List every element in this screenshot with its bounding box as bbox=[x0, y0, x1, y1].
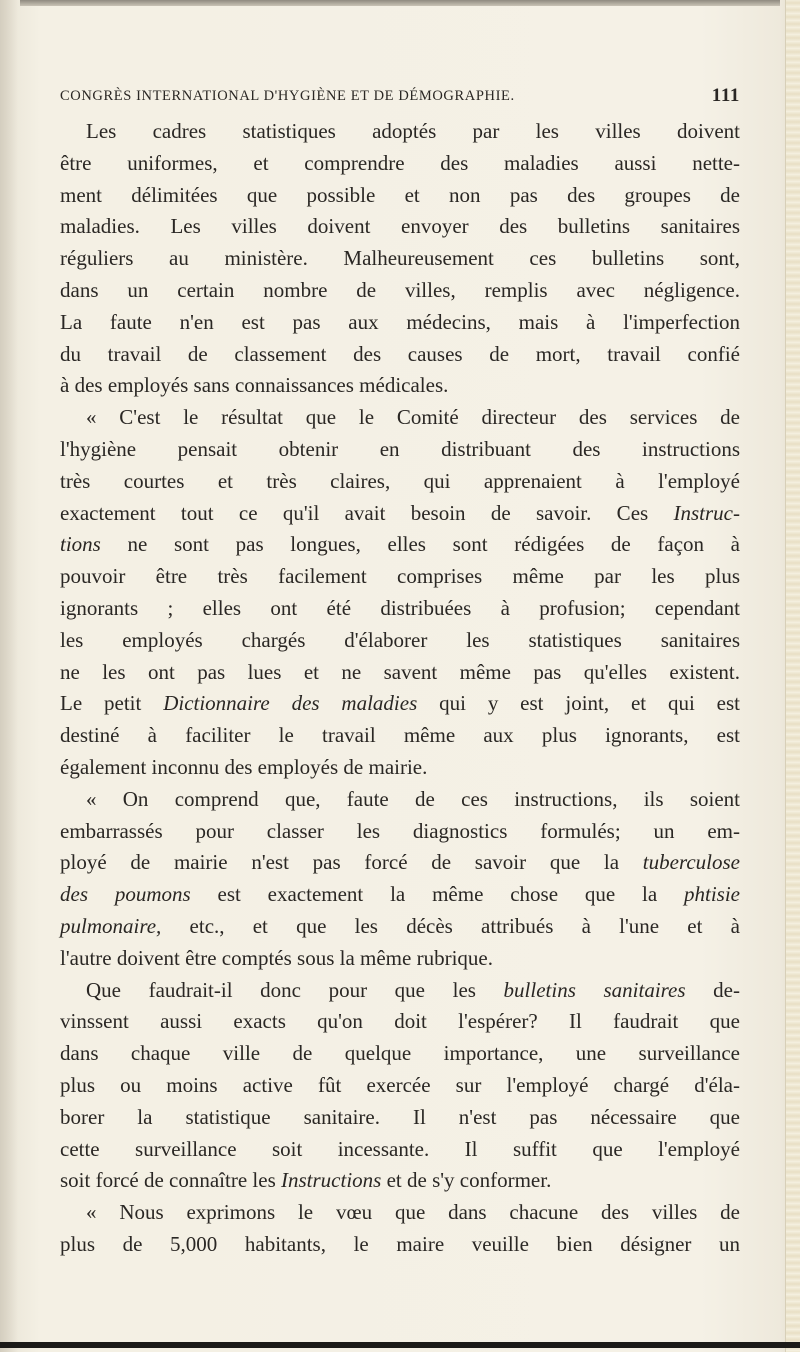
italic-term: phtisie bbox=[684, 882, 740, 907]
text-line: également inconnu des employés de mairie. bbox=[60, 754, 428, 779]
paragraph bbox=[60, 975, 740, 1198]
text-line: pouvoir être très facilement comprises même par les plus bbox=[60, 564, 740, 589]
text-line: l'autre doivent être comptés sous la même rubrique. bbox=[60, 945, 493, 970]
text-line: réguliers au ministère. Malheureusement ces bulletins sont, bbox=[60, 246, 740, 271]
italic-term: des poumons bbox=[60, 882, 191, 907]
italic-term: pulmonaire, bbox=[60, 913, 162, 938]
text-line: Le petit Dictionnaire des maladies qui y est joint, et qui est bbox=[60, 691, 740, 716]
text-line: ne les ont pas lues et ne savent même pas qu'elles existent. bbox=[60, 659, 740, 684]
body-text bbox=[60, 116, 740, 1261]
text-line: dans un certain nombre de villes, remplis avec négligence. bbox=[60, 277, 740, 302]
text-line: vinssent aussi exacts qu'on doit l'espérer? Il faudrait que bbox=[60, 1009, 740, 1034]
text-line: ment délimitées que possible et non pas des groupes de bbox=[60, 182, 740, 207]
text-line: ployé de mairie n'est pas forcé de savoir que la tuberculose bbox=[60, 850, 740, 875]
paragraph bbox=[60, 784, 740, 975]
page-edge bbox=[785, 0, 800, 1352]
text-line: les employés chargés d'élaborer les statistiques sanitaires bbox=[60, 627, 740, 652]
text-line: ignorants ; elles ont été distribuées à profusion; cependant bbox=[60, 595, 740, 620]
running-title: CONGRÈS INTERNATIONAL D'HYGIÈNE ET DE DÉMOGRAPHIE. bbox=[60, 88, 515, 104]
italic-title: tions bbox=[60, 532, 101, 557]
text-line: « C'est le résultat que le Comité directeur des services de bbox=[86, 405, 740, 430]
text-line: Les cadres statistiques adoptés par les villes doivent bbox=[86, 119, 740, 143]
text-line: pulmonaire, etc., et que les décès attribués à l'une et à bbox=[60, 913, 740, 938]
text-line: du travail de classement des causes de mort, travail confié bbox=[60, 341, 740, 366]
text-line: plus ou moins active fût exercée sur l'employé chargé d'éla- bbox=[60, 1072, 740, 1097]
text-line: plus de 5,000 habitants, le maire veuille bien désigner un bbox=[60, 1231, 740, 1256]
bottom-edge bbox=[0, 1342, 800, 1348]
running-head bbox=[60, 85, 740, 112]
text-line: tions ne sont pas longues, elles sont rédigées de façon à bbox=[60, 532, 740, 557]
italic-term: tuberculose bbox=[642, 850, 740, 875]
text-line: « On comprend que, faute de ces instructions, ils soient bbox=[86, 786, 740, 811]
text-line: Que faudrait-il donc pour que les bulletins sanitaires de- bbox=[86, 977, 740, 1002]
page-number: 111 bbox=[711, 85, 740, 106]
text-line: borer la statistique sanitaire. Il n'est pas nécessaire que bbox=[60, 1104, 740, 1129]
italic-title: Instructions bbox=[281, 1168, 382, 1193]
italic-title: Instruc- bbox=[673, 500, 740, 525]
text-line: La faute n'en est pas aux médecins, mais à l'imperfection bbox=[60, 309, 740, 334]
paragraph bbox=[60, 116, 740, 402]
text-line: soit forcé de connaître les Instructions et de s'y conformer. bbox=[60, 1168, 552, 1193]
text-line: l'hygiène pensait obtenir en distribuant des instructions bbox=[60, 436, 740, 461]
text-line: embarrassés pour classer les diagnostics formulés; un em- bbox=[60, 818, 740, 843]
text-line: « Nous exprimons le vœu que dans chacune des villes de bbox=[86, 1200, 740, 1225]
text-line: dans chaque ville de quelque importance, une surveillance bbox=[60, 1041, 740, 1066]
text-line: des poumons est exactement la même chose que la phtisie bbox=[60, 882, 740, 907]
top-edge bbox=[20, 0, 780, 6]
text-line: à des employés sans connaissances médicales. bbox=[60, 373, 449, 398]
text-line: exactement tout ce qu'il avait besoin de savoir. Ces Instruc- bbox=[60, 500, 740, 525]
paragraph bbox=[60, 402, 740, 784]
text-line: très courtes et très claires, qui apprenaient à l'employé bbox=[60, 468, 740, 493]
text-line: être uniformes, et comprendre des maladies aussi nette- bbox=[60, 150, 740, 175]
paragraph bbox=[60, 1197, 740, 1261]
binding-shadow bbox=[0, 0, 18, 1352]
italic-title: Dictionnaire des maladies bbox=[163, 691, 418, 716]
text-line: maladies. Les villes doivent envoyer des bulletins sanitaires bbox=[60, 214, 740, 239]
text-line: destiné à faciliter le travail même aux plus ignorants, est bbox=[60, 723, 740, 748]
italic-term: bulletins sanitaires bbox=[503, 977, 686, 1002]
text-line: cette surveillance soit incessante. Il suffit que l'employé bbox=[60, 1136, 740, 1161]
